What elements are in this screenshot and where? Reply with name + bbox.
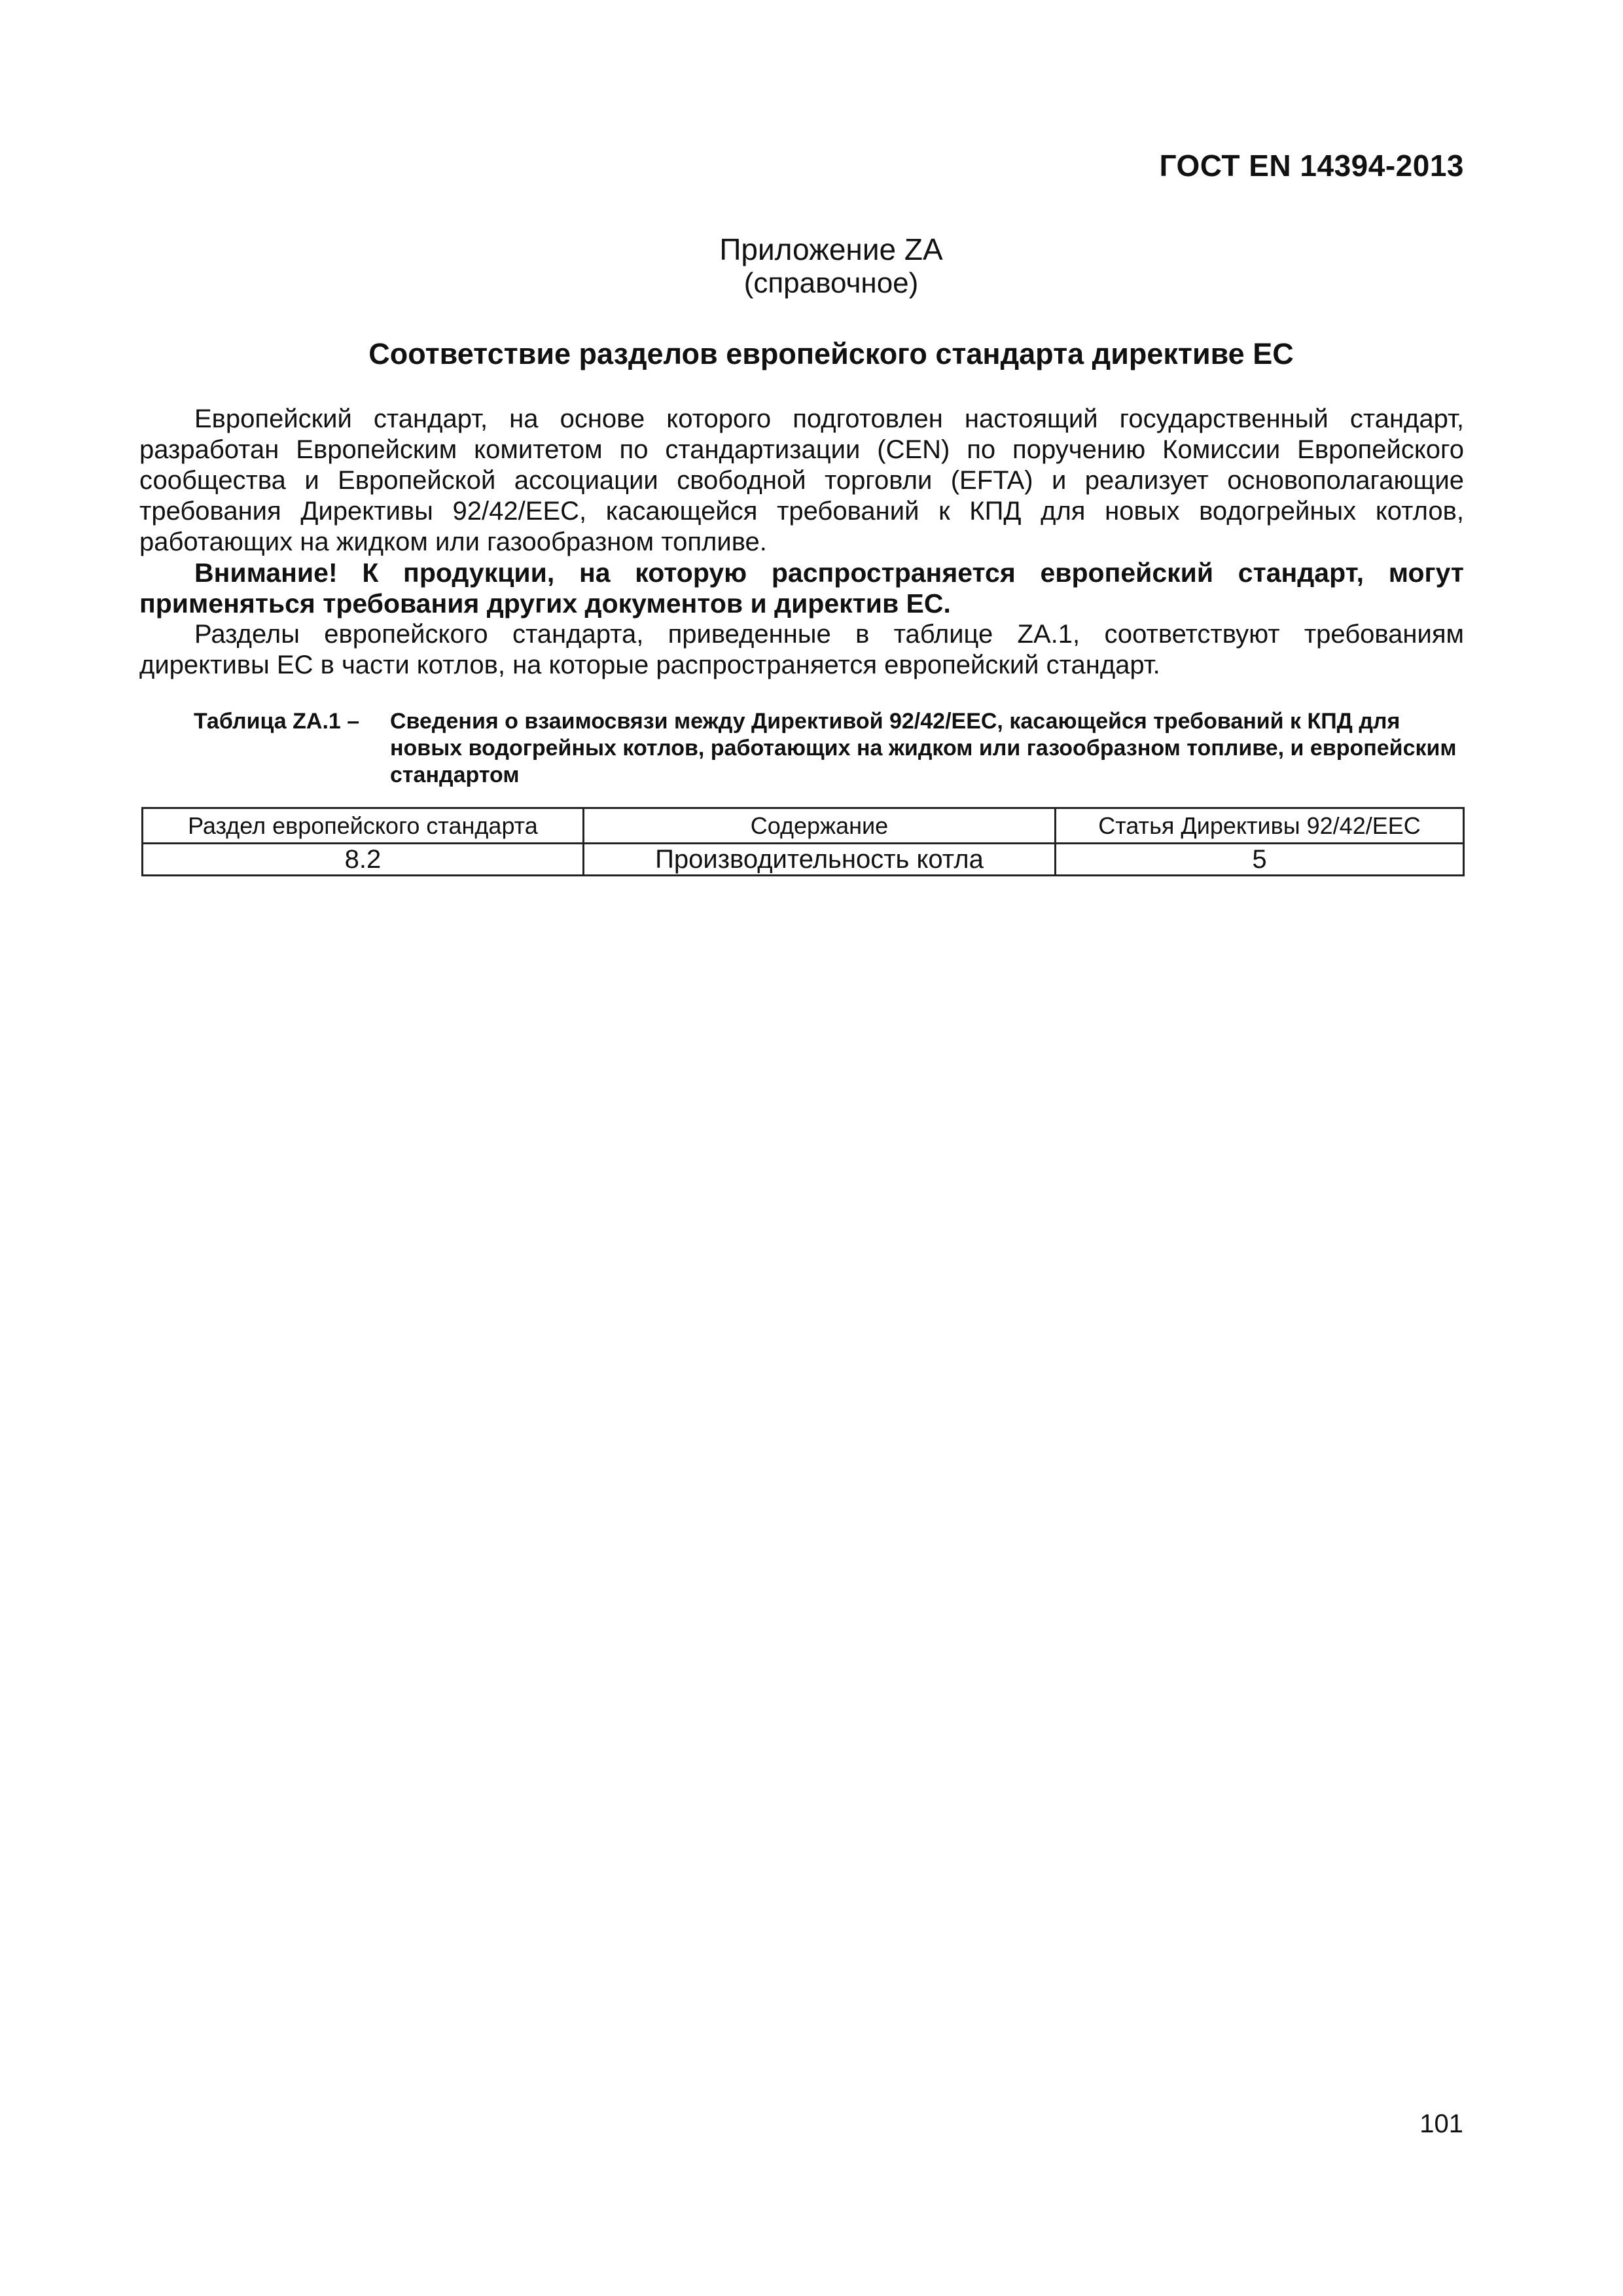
table-cell: 5 bbox=[1056, 844, 1464, 876]
correspondence-table bbox=[141, 807, 1465, 876]
document-code: ГОСТ EN 14394-2013 bbox=[1159, 149, 1464, 183]
annex-subtitle: (справочное) bbox=[743, 267, 919, 299]
table-cell: Производительность котла bbox=[583, 844, 1055, 876]
annex-title: Приложение ZA bbox=[719, 232, 943, 266]
table-header-cell: Содержание bbox=[583, 808, 1055, 844]
table-header-row bbox=[143, 808, 1464, 844]
table-header-cell: Статья Директивы 92/42/EEC bbox=[1056, 808, 1464, 844]
section-heading: Соответствие разделов европейского стандарта директиве ЕС bbox=[368, 337, 1294, 370]
body-text bbox=[139, 404, 1464, 681]
table-row bbox=[143, 844, 1464, 876]
table-caption-text: Сведения о взаимосвязи между Директивой 92/42/EEC, касающейся требований к КПД для новых водогрейных котлов, работающих на жидком или газообразном топливе, и европейским стандартом bbox=[390, 709, 1457, 787]
table-cell: 8.2 bbox=[143, 844, 584, 876]
page-number: 101 bbox=[1419, 2109, 1463, 2138]
intro-paragraph: Европейский стандарт, на основе которого подготовлен настоящий государственный стандарт, разработан Европейским комитетом по стандартизации (CEN) по поручению Комиссии Европейского сообщества и Европейской ассоциации свободной торговли (EFTA) и реализует основополагающие требования Директивы 92/42/EEC, касающейся требований к КПД для новых водогрейных котлов, работающих на жидком или газообразном топливе. bbox=[139, 404, 1464, 556]
table-caption-label: Таблица ZA.1 – bbox=[194, 709, 360, 734]
table-header-cell: Раздел европейского стандарта bbox=[143, 808, 584, 844]
warning-paragraph: Внимание! К продукции, на которую распространяется европейский стандарт, могут применяться требования других документов и директив ЕС. bbox=[139, 558, 1464, 619]
table-caption bbox=[194, 708, 1466, 789]
sections-paragraph: Разделы европейского стандарта, приведенные в таблице ZA.1, соответствуют требованиям директивы ЕС в части котлов, на которые распространяется европейский стандарт. bbox=[139, 620, 1464, 679]
